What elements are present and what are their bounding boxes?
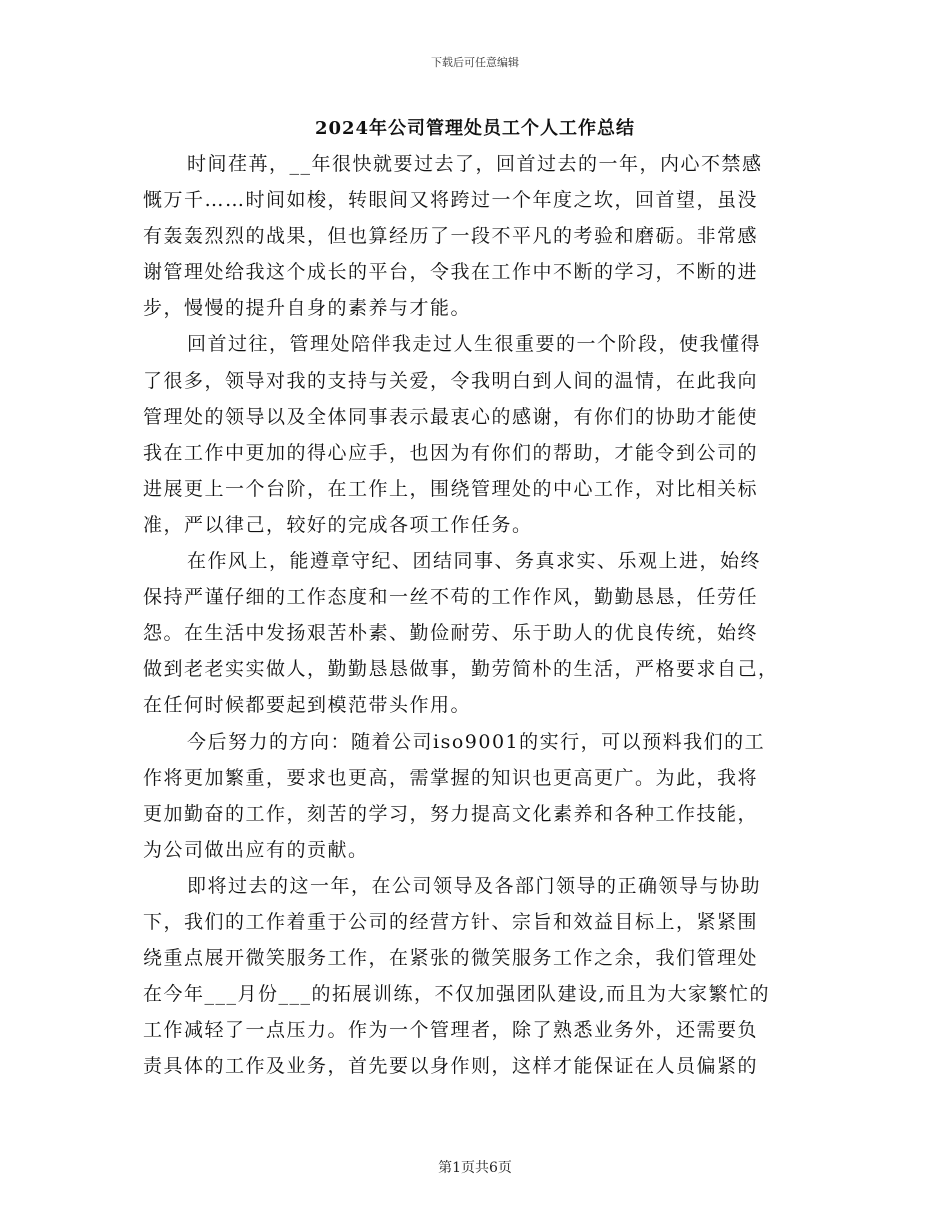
paragraph-line: 绕重点展开微笑服务工作，在紧张的微笑服务工作之余，我们管理处 (143, 947, 759, 970)
page-number: 第1页共6页 (438, 1160, 512, 1176)
paragraph-line: 更加勤奋的工作，刻苦的学习，努力提高文化素养和各种工作技能， (143, 802, 759, 825)
paragraph-line: 有轰轰烈烈的战果，但也算经历了一段不平凡的考验和磨砺。非常感 (143, 225, 759, 248)
document-body (143, 146, 807, 1084)
paragraph-line: 责具体的工作及业务，首先要以身作则，这样才能保证在人员偏紧的 (143, 1055, 759, 1078)
paragraph-line: 准，严以律己，较好的完成各项工作任务。 (143, 513, 533, 536)
paragraph-line: 为公司做出应有的贡献。 (143, 838, 369, 861)
paragraph-line: 工作减轻了一点压力。作为一个管理者，除了熟悉业务外，还需要负 (143, 1019, 759, 1042)
paragraph-line: 回首过往，管理处陪伴我走过人生很重要的一个阶段，使我懂得 (187, 333, 762, 356)
paragraph-line: 保持严谨仔细的工作态度和一丝不苟的工作作风，勤勤恳恳，任劳任 (143, 586, 759, 609)
paragraph-line: 下，我们的工作着重于公司的经营方针、宗旨和效益目标上，紧紧围 (143, 910, 759, 933)
paragraph-line: 在今年___月份___的拓展训练，不仅加强团队建设,而且为大家繁忙的 (143, 983, 771, 1006)
paragraph-line: 了很多，领导对我的支持与关爱，令我明白到人间的温情，在此我向 (143, 369, 759, 392)
paragraph-line: 在任何时候都要起到模范带头作用。 (143, 694, 472, 717)
header-note: 下载后可任意编辑 (431, 56, 519, 69)
paragraph-line: 慨万千……时间如梭，转眼间又将跨过一个年度之坎，回首望，虽没 (143, 189, 759, 212)
paragraph-line: 怨。在生活中发扬艰苦朴素、勤俭耐劳、乐于助人的优良传统，始终 (143, 622, 759, 645)
document-title: 2024年公司管理处员工个人工作总结 (314, 118, 636, 139)
paragraph-line: 时间荏苒，__年很快就要过去了，回首过去的一年，内心不禁感 (187, 153, 763, 175)
paragraph-line: 步，慢慢的提升自身的素养与才能。 (143, 297, 472, 320)
paragraph-line: 即将过去的这一年，在公司领导及各部门领导的正确领导与协助 (187, 874, 762, 897)
paragraph-line: 做到老老实实做人，勤勤恳恳做事，勤劳简朴的生活，严格要求自己， (143, 658, 779, 681)
paragraph-line: 谢管理处给我这个成长的平台，令我在工作中不断的学习，不断的进 (143, 261, 759, 284)
paragraph-line: 今后努力的方向：随着公司iso9001的实行，可以预料我们的工 (187, 730, 766, 753)
paragraph-line: 管理处的领导以及全体同事表示最衷心的感谢，有你们的协助才能使 (143, 405, 759, 428)
paragraph-line: 进展更上一个台阶，在工作上，围绕管理处的中心工作，对比相关标 (143, 477, 759, 500)
paragraph-line: 作将更加繁重，要求也更高，需掌握的知识也更高更广。为此，我将 (143, 766, 759, 789)
paragraph-line: 我在工作中更加的得心应手，也因为有你们的帮助，才能令到公司的 (143, 441, 759, 464)
paragraph-line: 在作风上，能遵章守纪、团结同事、务真求实、乐观上进，始终 (187, 550, 762, 573)
